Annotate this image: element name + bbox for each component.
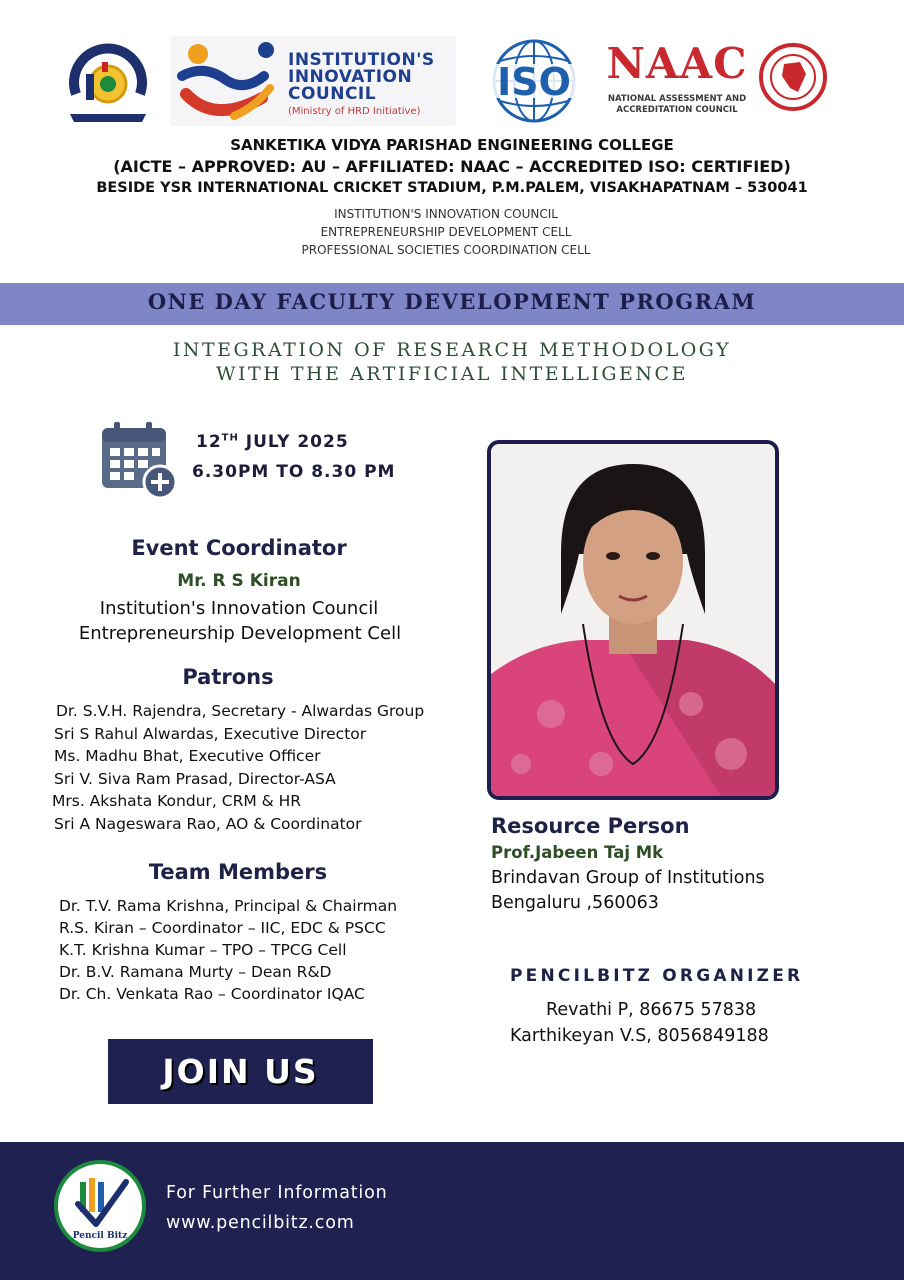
program-time: 6.30PM TO 8.30 PM bbox=[192, 462, 396, 482]
list-item: Mrs. Akshata Kondur, CRM & HR bbox=[52, 792, 302, 810]
organizer-heading: PENCILBITZ ORGANIZER bbox=[510, 966, 804, 986]
join-us-label: JOIN US bbox=[162, 1052, 319, 1091]
iic-line2: INNOVATION bbox=[288, 67, 413, 87]
resource-person-name: Prof.Jabeen Taj Mk bbox=[491, 843, 664, 862]
list-item: Ms. Madhu Bhat, Executive Officer bbox=[54, 747, 321, 765]
pencilbitz-logo-text: Pencil Bitz bbox=[72, 1231, 128, 1241]
resource-person-photo bbox=[487, 440, 779, 800]
resource-person-location: Bengaluru ,560063 bbox=[491, 893, 659, 913]
naac-sub2: ACCREDITATION COUNCIL bbox=[616, 105, 738, 115]
event-coordinator-name: Mr. R S Kiran bbox=[177, 571, 301, 591]
iic-logo bbox=[170, 36, 456, 126]
iic-sub: (Ministry of HRD Initiative) bbox=[288, 106, 421, 117]
calendar-icon bbox=[100, 420, 180, 500]
college-affiliation: (AICTE – APPROVED: AU – AFFILIATED: NAAC – ACCREDITED ISO: CERTIFIED) bbox=[113, 157, 791, 176]
iic-logo-text bbox=[288, 52, 435, 103]
program-title-line1: INTEGRATION OF RESEARCH METHODOLOGY bbox=[172, 339, 732, 361]
list-item: Dr. S.V.H. Rajendra, Secretary - Alwardas Group bbox=[56, 702, 425, 720]
naac-title: NAAC bbox=[606, 39, 748, 88]
list-item: Dr. B.V. Ramana Murty – Dean R&D bbox=[59, 963, 332, 981]
naac-subtitle bbox=[602, 94, 752, 116]
college-address: BESIDE YSR INTERNATIONAL CRICKET STADIUM, P.M.PALEM, VISAKHAPATNAM – 530041 bbox=[96, 180, 808, 196]
patrons-heading: Patrons bbox=[182, 665, 274, 689]
list-item: K.T. Krishna Kumar – TPO – TPCG Cell bbox=[59, 941, 347, 959]
iso-logo-text: ISO bbox=[497, 60, 571, 104]
iic-line3: COUNCIL bbox=[288, 84, 377, 104]
cell-line-1: INSTITUTION'S INNOVATION COUNCIL bbox=[334, 207, 558, 221]
footer-website-link[interactable]: www.pencilbitz.com bbox=[166, 1213, 355, 1233]
resource-person-institution: Brindavan Group of Institutions bbox=[491, 868, 765, 888]
organizer-contact-1: Revathi P, 86675 57838 bbox=[546, 1000, 757, 1020]
college-name: SANKETIKA VIDYA PARISHAD ENGINEERING COLLEGE bbox=[230, 136, 674, 154]
cell-line-2: ENTREPRENEURSHIP DEVELOPMENT CELL bbox=[320, 225, 572, 239]
program-title-line2: WITH THE ARTIFICIAL INTELLIGENCE bbox=[216, 363, 688, 385]
list-item: Dr. Ch. Venkata Rao – Coordinator IQAC bbox=[59, 985, 365, 1003]
date-day: 12 bbox=[196, 432, 222, 452]
pencilbitz-logo bbox=[54, 1160, 146, 1252]
footer-info-text: For Further Information bbox=[166, 1183, 388, 1203]
team-members-heading: Team Members bbox=[148, 860, 328, 884]
date-month-year: JULY 2025 bbox=[238, 432, 349, 452]
resource-person-heading: Resource Person bbox=[491, 814, 690, 838]
list-item: Sri V. Siva Ram Prasad, Director-ASA bbox=[54, 769, 336, 788]
list-item: Sri A Nageswara Rao, AO & Coordinator bbox=[54, 814, 362, 833]
event-coordinator-heading: Event Coordinator bbox=[131, 536, 347, 560]
list-item: R.S. Kiran – Coordinator – IIC, EDC & PSCC bbox=[59, 919, 386, 937]
naac-logo bbox=[602, 40, 752, 120]
list-item: Dr. T.V. Rama Krishna, Principal & Chairman bbox=[59, 897, 398, 915]
program-banner-text: ONE DAY FACULTY DEVELOPMENT PROGRAM bbox=[147, 289, 757, 314]
team-members-list bbox=[59, 895, 397, 1005]
event-coordinator-line1: Institution's Innovation Council bbox=[99, 598, 379, 619]
event-coordinator-line2: Entrepreneurship Development Cell bbox=[78, 623, 402, 644]
join-us-button[interactable] bbox=[108, 1039, 373, 1104]
list-item: Sri S Rahul Alwardas, Executive Director bbox=[54, 724, 367, 743]
iic-line1: INSTITUTION'S bbox=[288, 50, 435, 70]
program-date bbox=[196, 432, 349, 452]
organizer-contact-2: Karthikeyan V.S, 8056849188 bbox=[510, 1026, 769, 1046]
iso-logo bbox=[478, 36, 590, 126]
naac-seal-icon bbox=[758, 42, 828, 112]
patrons-list bbox=[54, 700, 424, 835]
cell-line-3: PROFESSIONAL SOCIETIES COORDINATION CELL bbox=[301, 243, 591, 257]
naac-sub1: NATIONAL ASSESSMENT AND bbox=[607, 94, 747, 104]
date-suffix: TH bbox=[221, 432, 239, 444]
college-logo bbox=[62, 34, 154, 126]
